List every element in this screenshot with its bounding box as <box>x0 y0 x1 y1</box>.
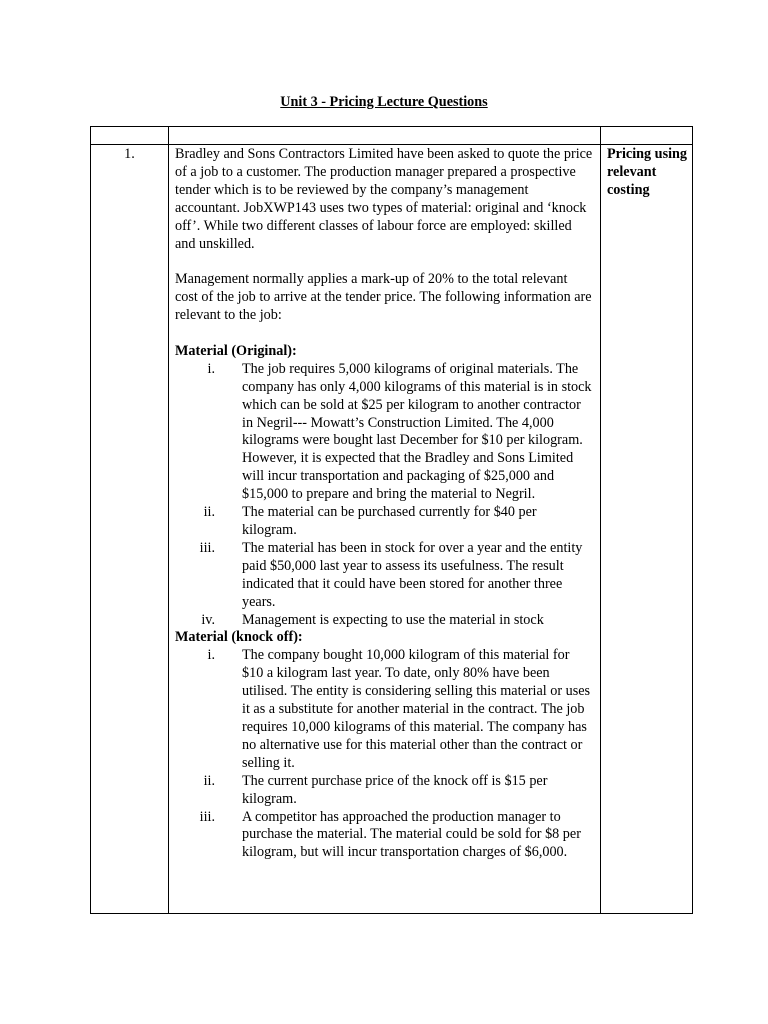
list-item <box>175 504 593 540</box>
question-number: 1. <box>124 146 135 162</box>
list-marker: iii. <box>199 539 215 556</box>
list-item-text: The material can be purchased currently for $40 per kilogram. <box>242 504 537 538</box>
list-item-text: The job requires 5,000 kilograms of original materials. The company has only 4,000 kilograms of this material is in stock which can be sold at $25 per kilogram to another contractor in Negril--- Mowatt’s Construction Limited. The 4,000 kilograms were bought last December for $10 per kilogram. However, it is expected that the Bradley and Sons Limited will incur transportation and packaging of $25,000 and $15,000 to prepare and bring the material to Negril. <box>242 360 592 503</box>
list-marker: iv. <box>201 611 215 628</box>
section-material-original <box>175 343 593 630</box>
list-item <box>175 647 593 772</box>
list-item <box>175 809 593 863</box>
section-material-knock-off <box>175 629 593 862</box>
list-item-text: The material has been in stock for over a year and the entity paid $50,000 last year to assess its usefulness. The result indicated that it could have been stored for another three years. <box>242 539 583 610</box>
list-item-text: The company bought 10,000 kilogram of this material for $10 a kilogram last year. To date, only 80% have been utilised. The entity is considering selling this material or uses it as a substitute for another material in the contract. The job requires 10,000 kilograms of this material. The company has no alternative use for this material other than the contract or selling it. <box>242 647 591 771</box>
list-item-text: Management is expecting to use the material in stock <box>242 611 544 628</box>
question-topic: Pricing using relevant costing <box>607 146 688 198</box>
question-body <box>175 146 593 862</box>
section-heading: Material (Original): <box>175 342 297 359</box>
list-item <box>175 361 593 504</box>
page-title: Unit 3 - Pricing Lecture Questions <box>280 94 488 110</box>
list-item <box>175 773 593 809</box>
list-item-text: The current purchase price of the knock off is $15 per kilogram. <box>242 772 548 807</box>
intro-paragraph: Bradley and Sons Contractors Limited have been asked to quote the price of a job to a customer. The production manager prepared a prospective tender which is to be reviewed by the company’s management accountant. JobXWP143 uses two types of material: original and ‘knock off’. While two different classes of labour force are employed: skilled and unskilled. <box>175 146 593 252</box>
section-heading: Material (knock off): <box>175 629 303 646</box>
list-item <box>175 612 593 630</box>
list-item <box>175 540 593 612</box>
markup-paragraph: Management normally applies a mark-up of 20% to the total relevant cost of the job to arrive at the tender price. The following information are relevant to the job: <box>175 271 592 324</box>
list-marker: iii. <box>199 808 215 825</box>
list-marker: ii. <box>203 772 215 789</box>
list-marker: i. <box>207 360 215 377</box>
list-marker: i. <box>207 647 215 664</box>
list-item-text: A competitor has approached the production manager to purchase the material. The material could be sold for $8 per kilogram, but will incur transportation charges of $6,000. <box>242 808 581 861</box>
list-marker: ii. <box>203 504 215 521</box>
